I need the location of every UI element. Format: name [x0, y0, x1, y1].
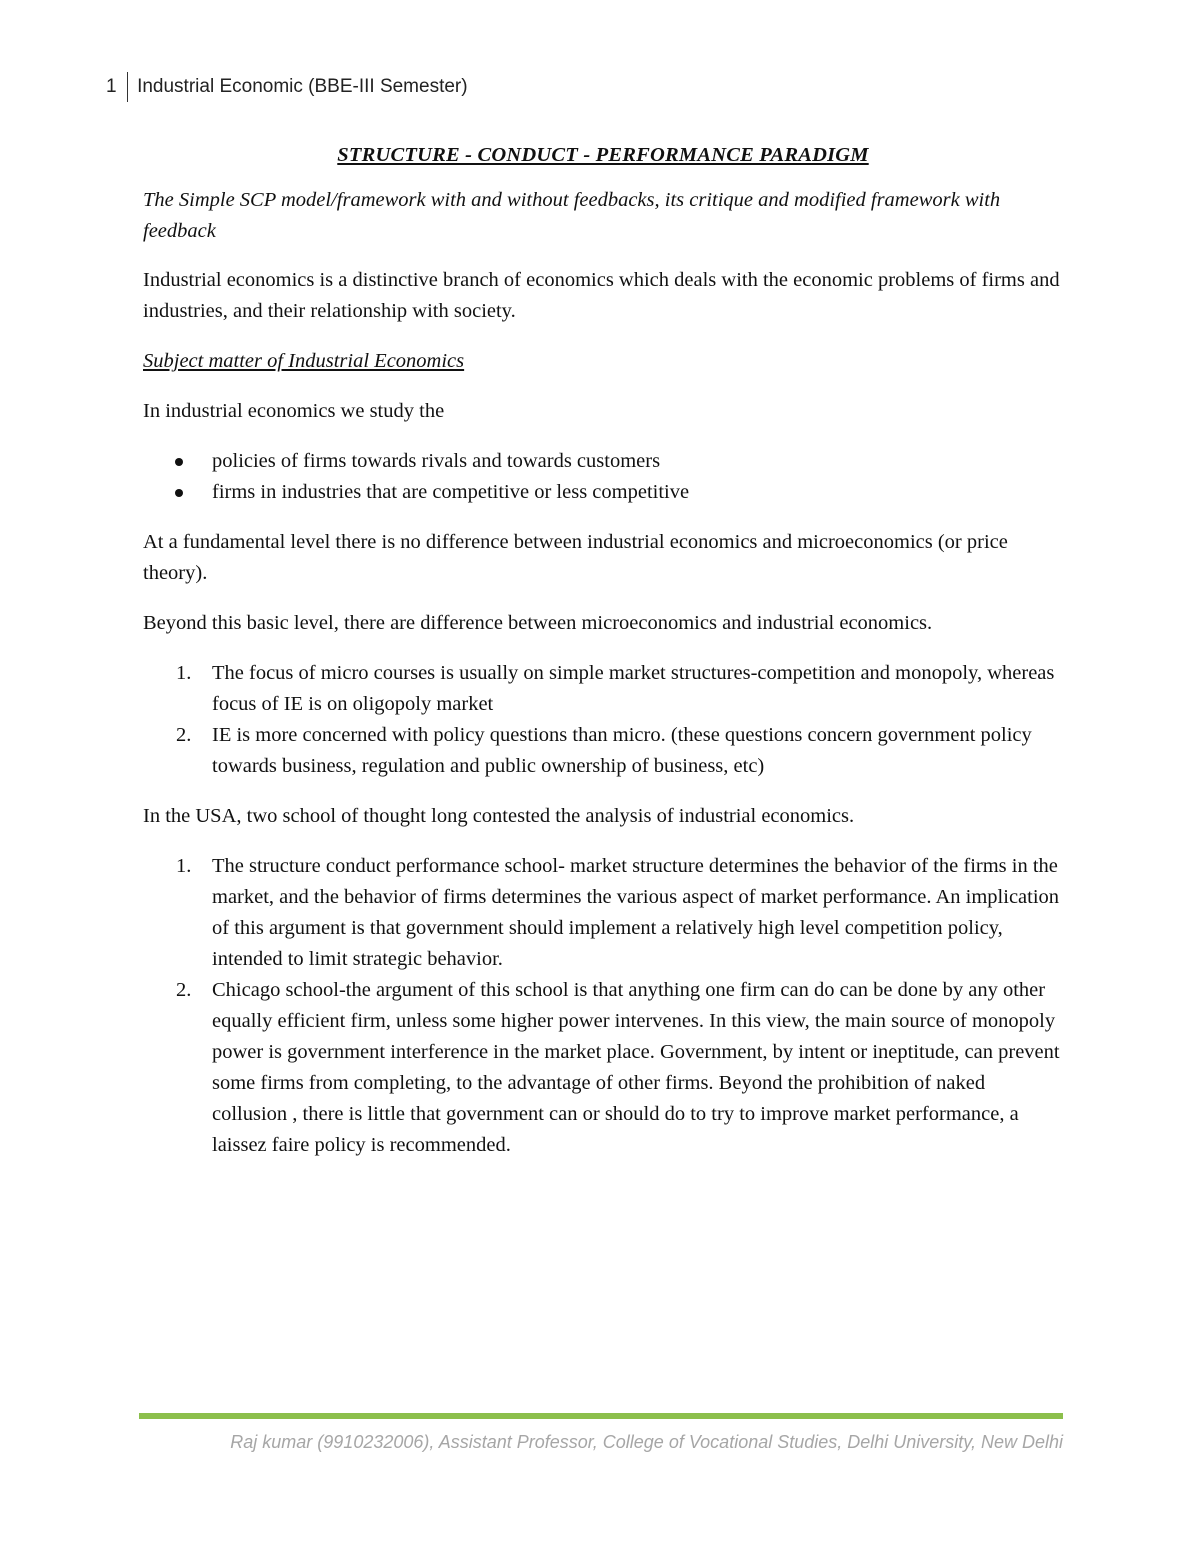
list-item-text: The focus of micro courses is usually on simple market structures-competition and monopoly, whereas focus of IE is on oligopoly market: [212, 662, 1055, 715]
list-item: [143, 975, 1063, 1161]
list-item: [143, 477, 1063, 508]
footer-divider: [139, 1413, 1063, 1419]
list-item-text: Chicago school-the argument of this school is that anything one firm can do can be done by any other equally efficient firm, unless some higher power intervenes. In this view, the main source of monopoly power is government interference in the market place. Government, by intent or ineptitude, can prevent some firms from completing, to the advantage of other firms. Beyond the prohibition of naked collusion , there is little that government can or should do to try to improve market performance, a laissez faire policy is recommended.: [212, 979, 1060, 1156]
fundamental-paragraph: At a fundamental level there is no difference between industrial economics and microeconomics (or price theory).: [143, 531, 1008, 584]
study-lead-paragraph: In industrial economics we study the: [143, 400, 445, 422]
study-list: [143, 446, 1063, 508]
document-body: [143, 140, 1063, 1180]
header-title: Industrial Economic (BBE-III Semester): [137, 76, 468, 97]
list-number: 2.: [176, 979, 192, 1001]
list-item: [143, 446, 1063, 477]
list-item-text: IE is more concerned with policy questions than micro. (these questions concern government policy towards business, regulation and public ownership of business, etc): [212, 724, 1032, 777]
list-item-text: firms in industries that are competitive or less competitive: [212, 481, 690, 503]
differences-list: [143, 658, 1063, 782]
section-heading: Subject matter of Industrial Economics: [143, 350, 465, 372]
schools-list: [143, 851, 1063, 1161]
list-item: [143, 720, 1063, 782]
document-title: STRUCTURE - CONDUCT - PERFORMANCE PARADIGM: [337, 144, 869, 166]
beyond-paragraph: Beyond this basic level, there are difference between microeconomics and industrial economics.: [143, 612, 933, 634]
usa-paragraph: In the USA, two school of thought long contested the analysis of industrial economics.: [143, 805, 855, 827]
intro-paragraph: Industrial economics is a distinctive branch of economics which deals with the economic problems of firms and industries, and their relationship with society.: [143, 269, 1060, 322]
list-number: 1.: [176, 855, 192, 877]
header-separator: [127, 72, 129, 102]
page-number: 1: [106, 76, 117, 97]
list-number: 2.: [176, 724, 192, 746]
page-header: [106, 72, 468, 102]
list-item-text: The structure conduct performance school- market structure determines the behavior of the firms in the market, and the behavior of firms determines the various aspect of market performance. An implication of this argument is that government should implement a relatively high level competition policy, intended to limit strategic behavior.: [212, 855, 1060, 970]
list-item: [143, 658, 1063, 720]
footer-text: Raj kumar (9910232006), Assistant Professor, College of Vocational Studies, Delhi University, New Delhi: [230, 1432, 1063, 1452]
list-item: [143, 851, 1063, 975]
list-number: 1.: [176, 662, 192, 684]
document-subtitle: The Simple SCP model/framework with and without feedbacks, its critique and modified framework with feedback: [143, 189, 1001, 242]
bullet-icon: [175, 489, 183, 497]
list-item-text: policies of firms towards rivals and towards customers: [212, 450, 661, 472]
bullet-icon: [175, 458, 183, 466]
